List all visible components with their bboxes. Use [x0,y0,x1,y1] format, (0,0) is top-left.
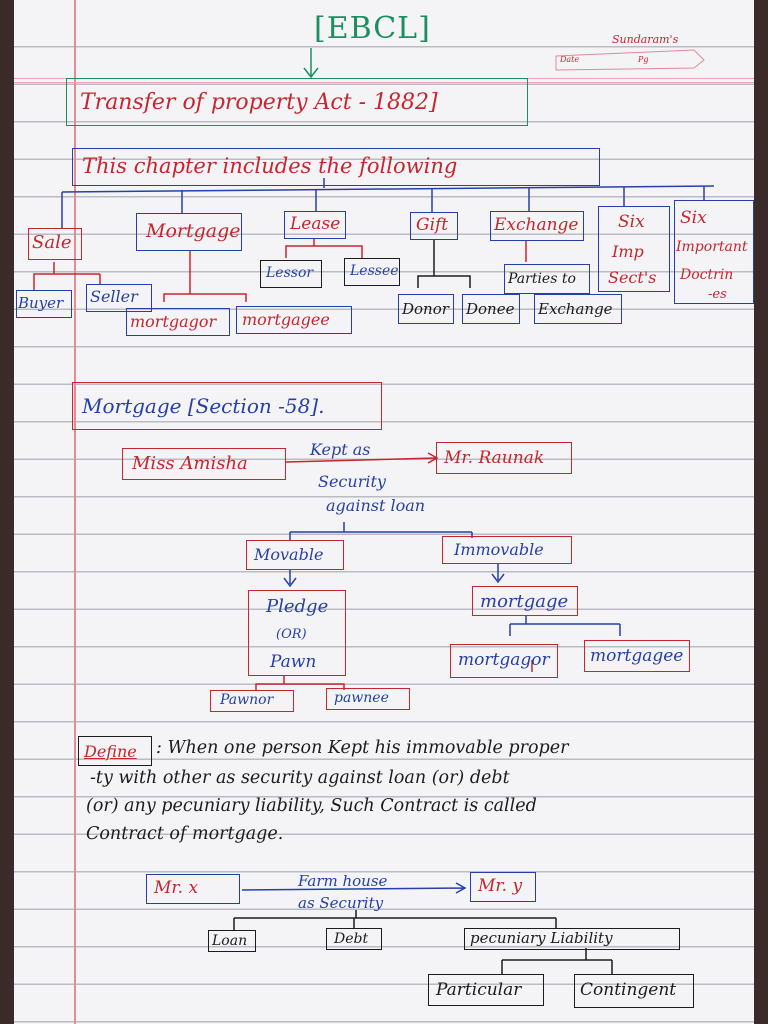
pawn-label: Pawn [270,652,317,672]
pawnor-label: Pawnor [220,692,274,708]
movable-label: Movable [254,545,324,564]
mortgagor-node-label: mortgagor [458,650,550,670]
definition-line-4: Contract of mortgage. [86,824,284,844]
pawnee-label: pawnee [334,690,389,706]
loan-label: Loan [212,933,248,949]
exchange-sub-label: Exchange [538,300,613,318]
exchange-label: Exchange [494,215,579,235]
mr-raunak-label: Mr. Raunak [444,448,545,468]
define-label: Define [84,742,137,761]
mr-y-label: Mr. y [478,876,523,896]
notebook-page [14,0,754,1024]
six-doc-line-3: Doctrin [680,267,734,283]
lease-label: Lease [290,214,341,234]
mortgage-label: Mortgage [146,220,241,242]
parties-to-label: Parties to [508,271,576,287]
six-imp-line-1: Six [618,212,645,232]
mortgage-section-heading: Mortgage [Section -58]. [82,394,325,418]
six-imp-line-2: Imp [612,242,644,261]
pecuniary-liability-label: pecuniary Liability [470,929,613,947]
mortgagor-label: mortgagor [130,312,217,331]
security-label: Security [318,472,386,491]
six-doc-line-4: -es [708,287,727,302]
six-imp-line-3: Sect's [608,268,657,287]
mortgage-node-label: mortgage [480,591,569,612]
mortgagee-node-label: mortgagee [590,646,684,666]
page-title: [EBCL] [314,11,431,46]
lessee-label: Lessee [350,263,399,279]
sale-label: Sale [32,232,72,253]
mr-x-label: Mr. x [154,878,199,898]
definition-line-3: (or) any pecuniary liability, Such Contract is called [86,796,537,816]
brand-stamp-text: Sundaram's [612,33,679,46]
debt-label: Debt [334,931,369,947]
contingent-label: Contingent [580,980,677,1000]
against-loan-label: against loan [326,496,426,515]
buyer-label: Buyer [18,294,64,312]
gift-label: Gift [416,215,449,235]
lessor-label: Lessor [266,265,314,281]
donee-label: Donee [466,300,515,318]
six-doc-line-2: Important [676,239,748,255]
definition-line-2: -ty with other as security against loan (or) debt [90,768,510,788]
date-label: Date [560,55,580,64]
donor-label: Donor [402,300,449,318]
page-label: Pg [638,55,649,64]
definition-line-1: : When one person Kept his immovable proper [156,738,569,758]
six-doc-line-1: Six [680,208,707,228]
pledge-label: Pledge [266,596,329,617]
miss-amisha-label: Miss Amisha [132,453,248,474]
particular-label: Particular [436,980,522,1000]
as-security-label: as Security [298,894,384,912]
farm-house-label: Farm house [298,872,388,890]
or-label: (OR) [276,627,307,642]
mortgagee-label: mortgagee [242,310,330,329]
act-title: Transfer of property Act - 1882] [80,90,438,115]
chapter-intro: This chapter includes the following [82,154,458,178]
kept-as-label: Kept as [310,440,371,459]
immovable-label: Immovable [454,540,544,559]
seller-label: Seller [90,287,138,306]
